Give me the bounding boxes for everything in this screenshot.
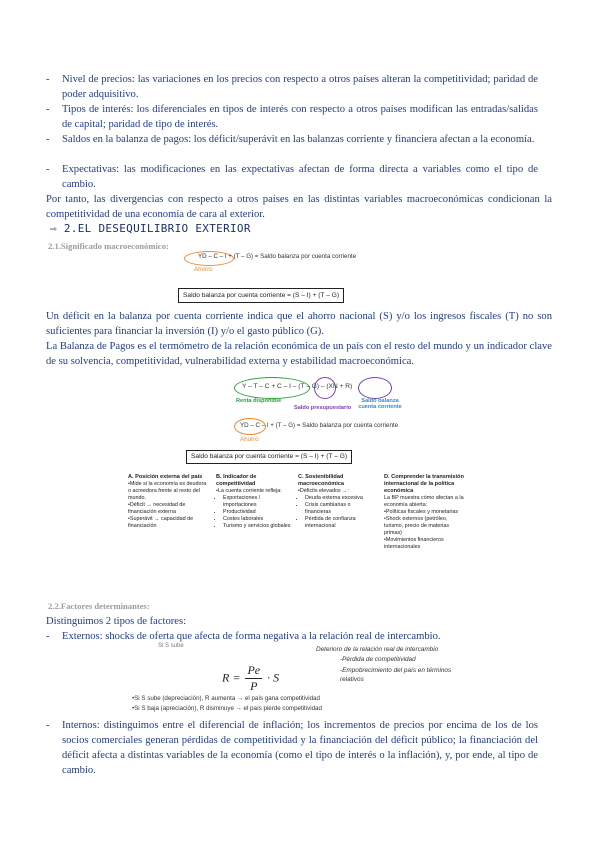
list-item: - Saldos en la balanza de pagos: los déficit/superávit en las balanzas corriente y financiera afectan a la economía. bbox=[46, 134, 535, 145]
column-item: •Movimientos financieros internacionales bbox=[384, 537, 444, 550]
perdida-text: -Pérdida de competitividad bbox=[340, 656, 416, 663]
column-item: •Políticas fiscales y monetarias bbox=[384, 509, 459, 515]
list-item-internos: - Internos: distinguimos entre el diferencial de inflación; los incrementos de precios por encima de los de los socios comerciales generan pérdidas de competitividad y la financiación del déficit público; la financiación del déficit afecta a distintas variables de la economía (como el tipo de interés o la inflación), y, por ende, al tipo de cambio. bbox=[46, 720, 538, 776]
s-sube-text: •Si S sube (depreciación), R aumenta → el país gana competitividad bbox=[132, 695, 320, 702]
column-item: • Deuda externa excesiva bbox=[305, 495, 376, 502]
column-item: • Exportaciones / importaciones bbox=[223, 495, 292, 509]
column-title: B. Indicador de competitividad bbox=[216, 474, 257, 487]
factores-intro: Distinguimos 2 tipos de factores: bbox=[46, 616, 187, 627]
column-item: •La cuenta corriente refleja: bbox=[216, 488, 282, 494]
column-item: •Mide si la economía es deudora o acreedora frente al resto del mundo. bbox=[128, 481, 207, 501]
balanza-circle bbox=[358, 377, 392, 399]
balanza-label: Saldo balanza cuenta corriente bbox=[358, 398, 402, 410]
column-item: •Déficits elevados →: bbox=[298, 488, 350, 494]
column-title: A. Posición externa del país bbox=[128, 474, 203, 480]
saldo-box: Saldo balanza por cuenta corriente = (S – I) + (T – G) bbox=[178, 288, 344, 303]
column-sostenibilidad bbox=[298, 474, 376, 530]
deterioro-text: Deterioro de la relación real de intercambio bbox=[316, 646, 439, 653]
ahorro-label: Ahorro bbox=[240, 436, 259, 443]
column-item: • Costes laborales bbox=[223, 516, 292, 523]
formula-denominator: P bbox=[250, 679, 258, 693]
s-baja-text: •Si S baja (apreciación), R disminuye → el país pierde competitividad bbox=[132, 705, 322, 712]
empobrecimiento-text: -Empobrecimiento del país en términos relativos bbox=[340, 667, 452, 683]
equation-top: Y – T – C + C – I – (T – G) – (XN + R) bbox=[242, 383, 353, 390]
formula-numerator: Pe bbox=[247, 663, 261, 677]
column-item: •Superávit → capacidad de financiación bbox=[128, 516, 194, 529]
list-item-externos: - Externos: shocks de oferta que afecta de forma negativa a la relación real de intercambio. bbox=[46, 631, 441, 642]
renta-label: Renta disponible bbox=[236, 398, 282, 404]
subsection-heading-2-1: 2.1.Significado macroeconómico: bbox=[48, 241, 169, 251]
figure-saldo-balanza-1 bbox=[176, 250, 382, 305]
section-heading: ⇨ 2.EL DESEQUILIBRIO EXTERIOR bbox=[50, 222, 251, 235]
list-item: - Tipos de interés: los diferenciales en tipos de interés con respecto a otros países modifican las entradas/salidas de capital; paridad de tipo de interés. bbox=[46, 104, 538, 130]
figure-cut-text: Si S sube bbox=[158, 643, 184, 649]
paragraph-balanza-pagos: La Balanza de Pagos es el termómetro de la relación económica de un país con el resto del mundo y un indicador clave de su solvencia, competitividad, vulnerabilidad externa y estabilidad macroeconómica. bbox=[46, 341, 552, 367]
column-transmision bbox=[384, 474, 466, 551]
ahorro-label: Ahorro bbox=[194, 266, 213, 273]
formula-fraction bbox=[245, 663, 262, 694]
column-item: • Crisis cambiarias o financieras bbox=[305, 502, 376, 516]
list-item: - Nivel de precios: las variaciones en los precios con respecto a otros países alteran la competitividad; paridad de poder adquisitivo. bbox=[46, 74, 538, 100]
column-item: • Pérdida de confianza internacional bbox=[305, 516, 376, 530]
list-item: - Expectativas: las modificaciones en las expectativas afectan de forma directa a variables como el tipo de cambio. bbox=[46, 164, 538, 190]
column-posicion-externa bbox=[128, 474, 208, 530]
formula-times: · S bbox=[267, 670, 280, 685]
conclusion-paragraph: Por tanto, las divergencias con respecto a otros países en las distintas variables macroeconómicas condicionan la competitividad de una economía de cara al exterior. bbox=[46, 194, 552, 220]
column-item: •Déficit → necesidad de financiación externa bbox=[128, 502, 186, 515]
equation-text: YD – C – I + (T – G) = Saldo balanza por cuenta corriente bbox=[198, 253, 357, 260]
paragraph-deficit: Un déficit en la balanza por cuenta corriente indica que el ahorro nacional (S) y/o los ingresos fiscales (T) no son suficientes para financiar la inversión (I) y/o el gasto público (G). bbox=[46, 311, 552, 337]
formula-lhs: R = bbox=[222, 670, 241, 685]
column-item: La BP muestra cómo afectan a la economía abierta: bbox=[384, 495, 464, 508]
column-item: • Turismo y servicios globales bbox=[223, 523, 292, 530]
formula bbox=[222, 663, 279, 694]
equation-mid: YD – C – I + (T – G) = Saldo balanza por cuenta corriente bbox=[240, 422, 399, 429]
column-item: • Productividad bbox=[223, 509, 292, 516]
subsection-heading-2-2: 2.2.Factores determinantes: bbox=[48, 601, 150, 611]
column-item: •Shock externos (petróleo, turismo, precio de materias primas) bbox=[384, 516, 450, 536]
saldo-box: Saldo balanza por cuenta corriente = (S – I) + (T – G) bbox=[186, 450, 352, 464]
column-title: D. Comprender la transmisión internacional de la política económica bbox=[384, 474, 464, 494]
presupuesto-label: Saldo presupuestario bbox=[294, 405, 352, 411]
column-title: C. Sostenibilidad macroeconómica bbox=[298, 474, 345, 487]
column-competitividad bbox=[216, 474, 292, 530]
